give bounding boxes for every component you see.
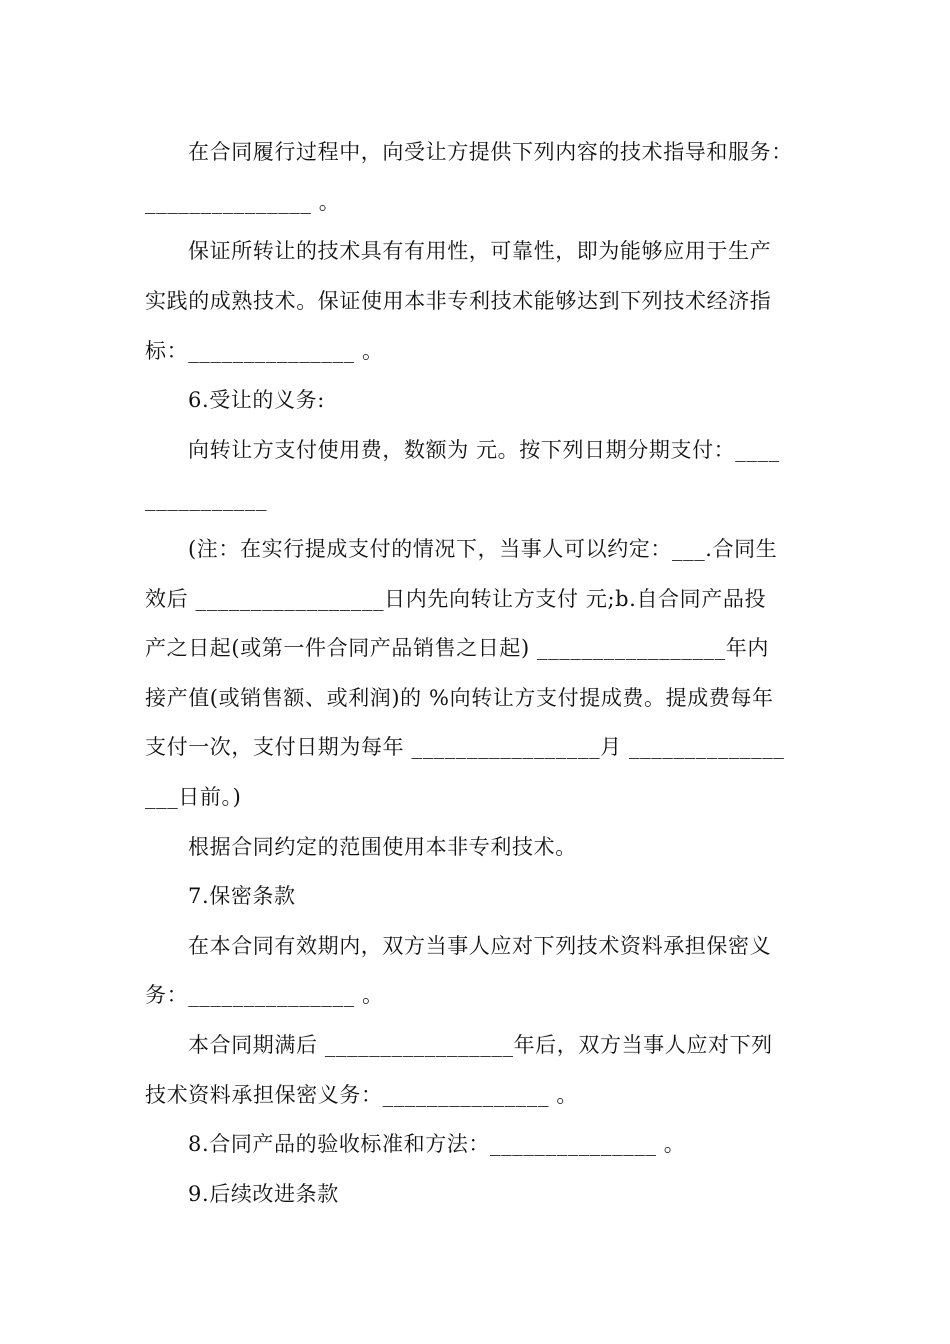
paragraph-line: 效后 _________________日内先向转让方支付 元;b.自合同产品投 xyxy=(145,587,767,611)
paragraph-line: 产之日起(或第一件合同产品销售之日起) _________________年内 xyxy=(145,636,769,660)
paragraph-line: ___日前。) xyxy=(145,785,242,809)
section-heading: 6.受让的义务: xyxy=(188,388,325,412)
paragraph-line: 保证所转让的技术具有有用性，可靠性，即为能够应用于生产 xyxy=(188,239,772,263)
section-heading: 9.后续改进条款 xyxy=(188,1182,339,1206)
paragraph-line: 本合同期满后 _________________年后，双方当事人应对下列 xyxy=(188,1033,773,1057)
paragraph-line: 标：_______________ 。 xyxy=(145,339,384,363)
section-heading: 8.合同产品的验收标准和方法：_______________ 。 xyxy=(188,1132,686,1156)
paragraph-line: _______________ 。 xyxy=(145,190,341,214)
paragraph-line: 向转让方支付使用费，数额为 元。按下列日期分期支付：____ xyxy=(188,438,780,462)
section-heading: 7.保密条款 xyxy=(188,884,296,908)
paragraph-line: 接产值(或销售额、或利润)的 %向转让方支付提成费。提成费每年 xyxy=(145,686,774,710)
paragraph-line: 在本合同有效期内，双方当事人应对下列技术资料承担保密义 xyxy=(188,934,772,958)
paragraph-line: ___________ xyxy=(145,487,268,511)
paragraph-line: (注：在实行提成支付的情况下，当事人可以约定：___.合同生 xyxy=(188,537,778,561)
paragraph-line: 在合同履行过程中，向受让方提供下列内容的技术指导和服务： xyxy=(188,140,793,164)
paragraph-line: 根据合同约定的范围使用本非专利技术。 xyxy=(188,835,577,859)
paragraph-line: 支付一次，支付日期为每年 _________________月 ______________ xyxy=(145,735,785,759)
paragraph-line: 务：_______________ 。 xyxy=(145,983,384,1007)
paragraph-line: 技术资料承担保密义务：_______________ 。 xyxy=(145,1083,578,1107)
paragraph-line: 实践的成熟技术。保证使用本非专利技术能够达到下列技术经济指 xyxy=(145,289,772,313)
